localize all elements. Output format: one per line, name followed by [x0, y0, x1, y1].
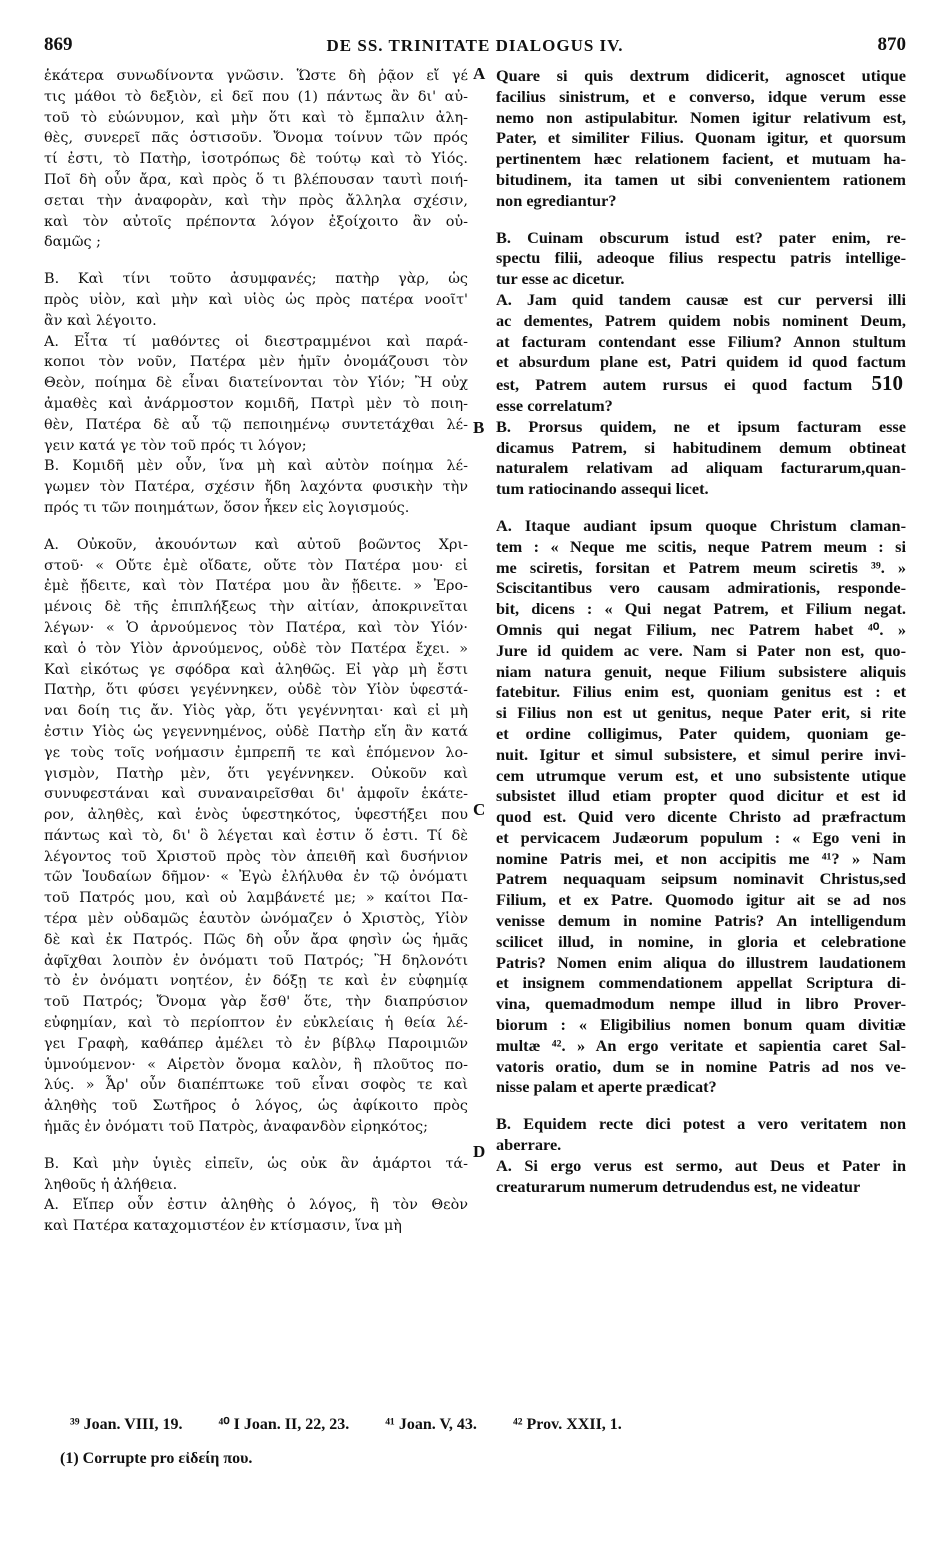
latin-paragraph: [496, 1156, 906, 1198]
greek-line: καὶ Πατέρα καταχομιστέον ἐν κτίσμασιν, ἵνα μὴ: [44, 1218, 402, 1235]
latin-line: venisse demum in nomine Patris? An intelligendum: [496, 911, 906, 931]
latin-line: et ordine colligimus, Pater quidem, quoniam ge-: [496, 723, 906, 743]
latin-line: esse correlatum?: [496, 395, 613, 415]
latin-line: A. Itaque audiant ipsum quoque Christum claman-: [496, 515, 906, 535]
latin-line: ac dementes, Patrem quidem nobis nominent Deum,: [496, 310, 906, 330]
running-header: [44, 34, 906, 60]
greek-line: μένοις δὲ τῆς ἐπιπλήξεως τὴν αἰτίαν, ἀποκρινεῖται: [44, 599, 468, 616]
greek-line: B. Καὶ τίνι τοῦτο ἀσυμφανές; πατὴρ γὰρ, ὡς: [44, 271, 468, 288]
greek-line: ἀμαθὲς καὶ ἀνάρμοστον κομιδῆ, Πατρὶ μὲν τὸ ποιη-: [44, 395, 468, 412]
greek-line: Θεὸν, ποίημα δὲ εἶναι διατείνονται τὸν Υἱόν; Ἢ οὐχ: [44, 375, 468, 392]
greek-line: καὶ ὁ τὸν Υἱὸν ἀρνούμενος, οὐδὲ τὸν Πατέρα ἔχει. »: [44, 640, 468, 657]
latin-line: niam natura genuit, neque Filium subsistere aliquis: [496, 661, 906, 681]
latin-line: at facturam contendant esse Filium? Annon stultum: [496, 331, 906, 351]
paragraph-gap: [496, 212, 906, 228]
latin-line: spectu filii, adeoque filius respectu patris intellige-: [496, 248, 906, 268]
greek-line: πρός τι τῶν ποιημάτων, ὅσον ἧκεν εἰς λογισμούς.: [44, 499, 410, 516]
greek-line: δαμῶς ;: [44, 234, 101, 251]
greek-line: δὲ καὶ ἐκ Πατρός. Πῶς δὴ οὖν ἄρα φησὶν ὡς ἡμᾶς: [44, 931, 468, 948]
greek-line: γισμὸν, Πατὴρ μὲν, ὅτι γεγέννηκεν. Οὐκοῦν καὶ: [44, 765, 468, 782]
latin-line: et absurdum plane est, Patri quidem id quod factum: [496, 352, 906, 372]
latin-line: Pater, et similiter Filius. Quonam igitur, et quorsum: [496, 128, 906, 148]
greek-line: τέρα μὲν οὐδαμῶς ἑαυτὸν ὠνόμαζεν ὁ Χριστὸς, Υἱὸν: [44, 911, 468, 928]
greek-line: τὸ ἐν ὀνόματι νοητέον, ἐν δόξῃ τε καὶ ἐν εὐφημίᾳ: [44, 973, 468, 990]
greek-line: ρον, ἀληθὲς, καὶ ἑνὸς ὑφεστηκότος, ὑφεστήξει που: [44, 807, 468, 824]
greek-line: A. Εἴπερ οὖν ἐστιν ἀληθὴς ὁ λόγος, ἢ τὸν Θεὸν: [44, 1197, 468, 1214]
greek-line: Καὶ εἰκότως γε σφόδρα καὶ ἀληθῶς. Εἰ γὰρ μὴ ἔστι: [44, 661, 468, 678]
latin-line: tum ratiocinando assequi licet.: [496, 479, 709, 499]
paragraph-gap: [44, 1138, 468, 1154]
greek-line: ὑμνούμενον· « Αἱρετὸν ὄνομα καλὸν, ἢ πλοῦτος πο-: [44, 1056, 468, 1073]
inline-page-number: 510: [871, 373, 903, 396]
greek-line: καὶ τὸν αὐτοῖς πρέποντα λόγον ἐξοίχοιτο ἂν οὐ-: [44, 213, 468, 230]
greek-paragraph: [44, 1154, 468, 1196]
greek-line: γωμεν τὸν Πατέρα, σχέσιν ἤδη λαχόντα φυσικὴν τὴν: [44, 479, 468, 496]
latin-line: Omnis qui negat Filium, nec Patrem habet ⁴⁰. »: [496, 619, 906, 639]
footnote: ³⁹ Joan. VIII, 19.: [70, 1416, 183, 1433]
greek-line: ναι δοίη τις ἄν. Υἱὸς γὰρ, ὅτι γεγέννηται· καὶ εἰ μὴ: [44, 703, 468, 720]
latin-line: Patrem nequaquam seipsum nominavit Christus,sed: [496, 869, 906, 889]
greek-line: ἂν καὶ λέγοιτο.: [44, 312, 157, 329]
latin-line: B. Equidem recte dici potest a vero veritatem non: [496, 1114, 906, 1134]
latin-column: [496, 66, 906, 1197]
latin-line: si Filius non est ut genitus, neque Pater erit, si rite: [496, 703, 906, 723]
latin-line: vina, quemadmodum nempe illud in libro Prover-: [496, 994, 906, 1014]
latin-line: A. Jam quid tandem causæ est cur perversi illi: [496, 289, 906, 309]
latin-line: aberrare.: [496, 1135, 562, 1155]
greek-line: τοῦ τὸ εὐώνυμον, καὶ μὴν ὅτι καὶ τὸ ἔμπαλιν ἀλη-: [44, 109, 468, 126]
latin-line: biorum : « Eligibilius nomen bonum quam divitiæ: [496, 1015, 906, 1035]
greek-line: γειν κατά γε τὸν τοῦ πρός τι λόγον;: [44, 437, 307, 454]
latin-paragraph: [496, 1114, 906, 1156]
greek-line: εὐφημίαν, καὶ τὸ περίοπτον ἐν εὐκλείαις ἡ θεία λέ-: [44, 1015, 468, 1032]
latin-line: subsistet illud etiam propter quod dicitur et est id: [496, 786, 906, 806]
greek-line: ληθοῦς ἡ ἀλήθεια.: [44, 1176, 178, 1193]
latin-paragraph: [496, 417, 906, 500]
greek-line: A. Οὐκοῦν, ἀκουόντων καὶ αὐτοῦ βοῶντος Χρι-: [44, 536, 468, 553]
greek-line: γε τοὺς τοῖς νοήμασιν ἐμπρεπῆ τε καὶ ἑπόμενον λο-: [44, 744, 468, 761]
paragraph-gap: [44, 519, 468, 535]
latin-line: dicamus Patrem, si habitudinem demum obtineat: [496, 437, 906, 457]
latin-line: vatoris oratio, dum se in nomine Patris ad nos ve-: [496, 1056, 906, 1076]
latin-line: nisse palam et aperte prædicat?: [496, 1077, 717, 1097]
latin-line: bitudinem, ita tamen ut sibi convenientem rationem: [496, 169, 906, 189]
greek-line: πάντως καὶ τὸ, δι' ὃ λέγεται καὶ ἐστιν ὅ ἐστι. Τί δὲ: [44, 827, 468, 844]
greek-line: ἐστιν Υἱὸς ὡς γεγεννημένος, οὐδὲ Πατὴρ εἴη ἂν κατά: [44, 723, 468, 740]
greek-paragraph: [44, 535, 468, 1138]
latin-line: me sciretis, forsitan et Patrem meum sciretis ³⁹. »: [496, 557, 906, 577]
latin-line: fatebitur. Filius enim est, quoniam genitus est : et: [496, 682, 906, 702]
latin-line: scilicet illud, in nomine, in gloria et celebratione: [496, 931, 906, 951]
greek-line: ἀφῖχθαι λοιπὸν ἐν ὀνόματι τοῦ Πατρός; Ἢ δηλονότι: [44, 952, 468, 969]
latin-line: facilius sinistrum, et e converso, idque verum esse: [496, 86, 906, 106]
greek-paragraph: [44, 269, 468, 331]
greek-line: B. Κομιδῆ μὲν οὖν, ἵνα μὴ καὶ αὐτὸν ποίημα λέ-: [44, 458, 468, 475]
latin-line: nemo non astipulabitur. Nomen igitur relativum est,: [496, 107, 906, 127]
latin-line: multæ ⁴². » An ergo veritate et sapientia caret Sal-: [496, 1035, 906, 1055]
paragraph-gap: [496, 500, 906, 516]
greek-line: τοῦ Πατρός; Ὄνομα γὰρ ἔσθ' ὅτε, τὴν διαπρύσιον: [44, 994, 468, 1011]
running-title: DE SS. TRINITATE DIALOGUS IV.: [326, 36, 624, 55]
margin-letter-d: D: [473, 1142, 486, 1161]
latin-line: nomine Patris mei, et non accipitis me ⁴¹? » Nam: [496, 848, 906, 868]
latin-line: Sciscitantibus vero causam admirationis, responde-: [496, 578, 906, 598]
latin-line: Patris? Nomen enim aliqua do illustrem laudationem: [496, 952, 906, 972]
latin-line: B. Cuinam obscurum istud est? pater enim, re-: [496, 227, 906, 247]
greek-line: τις μάθοι τὸ δεξιὸν, εἰ δεῖ που (1) πάντως ἂν δι' αὐ-: [44, 88, 468, 105]
latin-line: bit, dicens : « Qui negat Patrem, et Filium negat.: [496, 599, 906, 619]
margin-letter-c: C: [473, 800, 486, 819]
paragraph-gap: [496, 1098, 906, 1114]
greek-line: στοῦ· « Οὔτε ἐμὲ οἴδατε, οὔτε τὸν Πατέρα μου· εἰ: [44, 557, 468, 574]
page-number-right: 870: [877, 34, 906, 55]
greek-line: λέγοντος τοῦ Χριστοῦ πρὸς τὸν ἀπειθῆ καὶ δυσήνιον: [44, 848, 468, 865]
greek-line: ἡμᾶς ἐν ὀνόματι τοῦ Πατρὸς, ἀναφανδὸν εἰρηκότος;: [44, 1119, 428, 1136]
page-number-left: 869: [44, 34, 73, 55]
greek-paragraph: [44, 456, 468, 518]
greek-column: [44, 66, 468, 1237]
margin-letter-a: A: [473, 64, 486, 83]
greek-line: τοῦ Πατρός μου, καὶ οὐ λαμβάνετέ με; » καίτοι Πα-: [44, 890, 468, 907]
greek-line: ἐμὲ ᾔδειτε, καὶ τὸν Πατέρα μου ἂν ᾔδειτε. » Ἐρο-: [44, 578, 468, 595]
latin-paragraph: [496, 290, 906, 417]
latin-line: tur esse ac dicetur.: [496, 269, 625, 289]
margin-letter-b: B: [473, 418, 485, 437]
latin-line: et insignem commendationem appellat Scriptura di-: [496, 973, 906, 993]
latin-paragraph: [496, 516, 906, 1098]
greek-line: κοποι τὸν νοῦν, Πατέρα μὲν ἡμῖν ὀνομάζουσι τὸν: [44, 354, 468, 371]
latin-line: creaturarum numerum detrudendus est, ne videatur: [496, 1176, 861, 1196]
greek-line: ἀληθὴς τοῦ Σωτῆρος ὁ λόγος, ὡς ἀφίκοιτο πρὸς: [44, 1098, 468, 1115]
greek-paragraph: [44, 332, 468, 457]
latin-paragraph: [496, 228, 906, 290]
latin-line: B. Prorsus quidem, ne et ipsum facturam esse: [496, 416, 906, 436]
greek-line: ἑκάτερα συνωδίνοντα γνῶσιν. Ὥστε δὴ ῥᾷον εἴ γέ: [44, 68, 468, 84]
critical-note: (1) Corrupte pro εἰδείη που.: [60, 1450, 253, 1467]
latin-line: tem : « Neque me scitis, neque Patrem meum : si: [496, 536, 906, 556]
latin-line: Filium, et ex Patre. Quomodo igitur ait se ad nos: [496, 890, 906, 910]
footnote: ⁴¹ Joan. V, 43.: [385, 1416, 477, 1433]
latin-paragraph: [496, 66, 906, 212]
greek-line: Πατὴρ, ὅτι φύσει γεγέννηκεν, οὐδὲ τὸν Υἱὸν ὑφεστά-: [44, 682, 468, 699]
greek-line: A. Εἶτα τί μαθόντες οἱ διεστραμμένοι καὶ παρά-: [44, 333, 468, 350]
greek-line: πρὸς υἱὸν, καὶ μὴν καὶ υἱὸς ὡς πρὸς πατέρα νοοῖτ': [44, 291, 468, 308]
latin-line: pertinentem hæc relationem facient, et mutuam ha-: [496, 149, 906, 169]
latin-line: est, Patrem autem rursus ei quod factum 510: [496, 373, 906, 396]
latin-line: nuit. Igitur et simul subsistere, et simul perire invi-: [496, 744, 906, 764]
latin-line: A. Si ergo verus est sermo, aut Deus et Pater in: [496, 1155, 906, 1175]
greek-line: Ποῖ δὴ οὖν ἄρα, καὶ πρὸς ὅ τι βλέπουσαν ταυτὶ ποιή-: [44, 171, 468, 188]
footnote: ⁴² Prov. XXII, 1.: [512, 1416, 622, 1433]
greek-line: θὲν, Πατέρα δὲ αὖ τῷ πεποιημένῳ συντετάχθαι λέ-: [44, 416, 468, 433]
greek-line: γει Γραφὴ, καθάπερ ἀμέλει τὸ ἐν βίβλῳ Παροιμιῶν: [44, 1035, 468, 1052]
greek-paragraph: [44, 66, 468, 253]
greek-line: λέγων· « Ὁ ἀρνούμενος τὸν Πατέρα, καὶ τὸν Υἱόν·: [44, 619, 468, 636]
greek-paragraph: [44, 1195, 468, 1237]
greek-line: θὲς, συνερεῖ πᾶς ὁστισοῦν. Ὄνομα τοίνυν τῶν πρός: [44, 130, 468, 147]
footnotes: [70, 1414, 910, 1434]
greek-line: συνυφεστάναι καὶ συναναιρεῖσθαι δι' ἀμφοῖν ἑκάτε-: [44, 786, 468, 803]
latin-line: et pervicacem Judæorum populum : « Ego veni in: [496, 827, 906, 847]
greek-line: σεται τὴν ἀναφορὰν, καὶ τὴν πρὸς ἄλληλα σχέσιν,: [44, 192, 468, 209]
greek-line: B. Καὶ μὴν ὑγιὲς εἰπεῖν, ὡς οὐκ ἂν ἁμάρτοι τά-: [44, 1155, 468, 1172]
greek-line: τῶν Ἰουδαίων δῆμον· « Ἐγὼ ἐλήλυθα ἐν τῷ ὀνόματι: [44, 869, 468, 886]
latin-line: non egrediantur?: [496, 190, 617, 210]
paragraph-gap: [44, 253, 468, 269]
footnote: ⁴⁰ I Joan. II, 22, 23.: [218, 1416, 350, 1433]
greek-line: τί ἐστι, τὸ Πατὴρ, ἰσοτρόπως δὲ τούτῳ καὶ τὸ Υἱός.: [44, 151, 468, 168]
latin-line: naturalem relativam ad aliquam facturarum,quan-: [496, 458, 906, 478]
latin-line: cem utrumque verum est, et uno subsistente utique: [496, 765, 906, 785]
latin-line: Jure id quidem ac vere. Nam si Pater non est, quo-: [496, 640, 906, 660]
greek-line: λύς. » Ἆρ' οὖν διαπέπτωκε τοῦ εἶναι σοφὸς τε καὶ: [44, 1077, 468, 1094]
latin-line: Quare si quis dextrum didicerit, agnoscet utique: [496, 66, 906, 85]
latin-line: quod est. Quid vero dicente Christo ad præfractum: [496, 807, 906, 827]
